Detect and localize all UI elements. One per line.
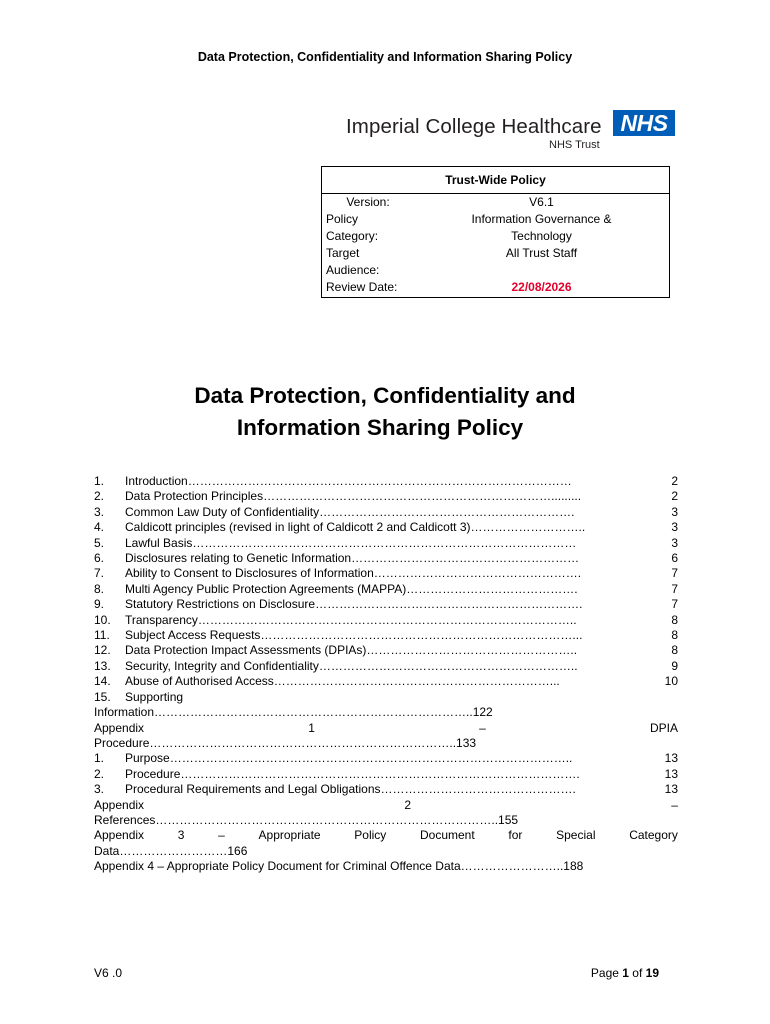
toc-item-page: 6	[671, 551, 678, 566]
toc-item-text: Data Protection Impact Assessments (DPIAs)……………………………………………..	[125, 643, 578, 658]
toc-item-text: Transparency…………………………………………………………………………………..	[125, 612, 577, 627]
toc-item-text: Procedure……………………………………………………………………………………….	[125, 766, 580, 781]
toc-item-page: 8	[671, 628, 678, 643]
title-line-1: Data Protection, Confidentiality and	[194, 383, 576, 408]
toc-appendix-3-word: Appendix	[94, 828, 145, 843]
toc-item-cont[interactable]: Information……………………………………………………………………..122	[94, 705, 493, 720]
review-date-label: Review Date:	[322, 279, 415, 298]
policy-info-table	[321, 166, 670, 298]
toc-item[interactable]	[94, 597, 678, 612]
toc-item-page: 8	[671, 643, 678, 658]
toc-item-num: 14.	[94, 674, 111, 689]
toc-item[interactable]	[94, 536, 678, 551]
toc-item[interactable]	[94, 566, 678, 581]
toc-appendix-1[interactable]: Appendix 1 – DPIA	[94, 720, 678, 735]
title-line-2: Information Sharing Policy	[236, 415, 524, 440]
toc-item[interactable]	[94, 674, 678, 689]
review-date-value: 22/08/2026	[414, 279, 670, 298]
audience-value: All Trust Staff	[414, 245, 670, 279]
toc-item-num: 5.	[94, 535, 105, 550]
running-header: Data Protection, Confidentiality and Information Sharing Policy	[197, 50, 573, 64]
category-label: Policy Category:	[322, 211, 415, 245]
toc-item[interactable]	[94, 520, 678, 535]
toc-item-page: 3	[671, 520, 678, 535]
toc-appendix-3-cont[interactable]: Data………………………166	[94, 843, 248, 858]
footer-version: V6 .0	[94, 966, 123, 980]
toc-appendix-4[interactable]: Appendix 4 – Appropriate Policy Document for Criminal Offence Data……………………..188	[94, 859, 584, 874]
toc-item-num: 3.	[94, 782, 105, 797]
toc-item-page: 2	[671, 489, 678, 504]
toc-item-text: Common Law Duty of Confidentiality……………………………………………………….	[125, 504, 575, 519]
toc-item-text: Disclosures relating to Genetic Information…………………………………………………	[125, 551, 580, 566]
toc-appendix-3-word: 3	[177, 828, 185, 843]
toc-appendix-2-cont[interactable]: References…………………………………………………………………………..155	[94, 812, 519, 827]
toc-item[interactable]	[94, 782, 678, 797]
toc-appendix-1-cont[interactable]: Procedure…………………………………………………………………..133	[94, 735, 477, 750]
toc-item-page: 8	[671, 612, 678, 627]
logo-subtitle: NHS Trust	[549, 139, 600, 151]
toc-item-page: 3	[671, 535, 678, 550]
toc-item-page: 13	[664, 782, 678, 797]
toc-item-text: Subject Access Requests……………………………………………………………………...	[125, 628, 583, 643]
version-label: Version:	[322, 194, 415, 212]
toc-item-page: 7	[671, 597, 678, 612]
nhs-badge: NHS	[613, 110, 675, 136]
toc-item-num: 9.	[94, 597, 105, 612]
toc-item-text: Abuse of Authorised Access……………………………………………………………...	[125, 674, 560, 689]
toc-item-num: 12.	[94, 643, 111, 658]
toc-item-page: 3	[671, 504, 678, 519]
toc-item-text: Caldicott principles (revised in light of Caldicott 2 and Caldicott 3)………………………..	[125, 520, 586, 535]
toc-item[interactable]	[94, 643, 678, 658]
toc-item-text: Introduction……………………………………………………………………………………	[125, 474, 572, 488]
toc-appendix-3-word: –	[218, 828, 225, 843]
toc-item-text: Purpose………………………………………………………………………………………..	[125, 751, 573, 766]
version-value: V6.1	[414, 194, 670, 212]
logo-org-name: Imperial College Healthcare	[346, 115, 602, 138]
toc-item[interactable]	[94, 767, 678, 782]
toc-item-text: Security, Integrity and Confidentiality………………………………………………………..	[125, 658, 578, 673]
policy-table-heading: Trust-Wide Policy	[322, 167, 670, 194]
toc-item[interactable]	[94, 751, 678, 766]
toc-item-num: 1.	[94, 751, 105, 766]
toc-appendix-3-word: Policy	[354, 828, 387, 843]
toc-item[interactable]	[94, 551, 678, 566]
table-of-contents	[94, 474, 678, 875]
toc-item[interactable]: 15. Supporting	[94, 689, 184, 704]
toc-item-num: 11.	[94, 628, 110, 643]
toc-item-num: 13.	[94, 658, 111, 673]
toc-item[interactable]	[94, 474, 678, 489]
toc-item-text: Multi Agency Public Protection Agreements (MAPPA)…………………………………….	[125, 581, 578, 596]
toc-item-num: 6.	[94, 551, 105, 566]
toc-item[interactable]	[94, 505, 678, 520]
toc-item-num: 8.	[94, 581, 105, 596]
toc-item-text: Procedural Requirements and Legal Obligations………………………………………….	[125, 782, 576, 797]
toc-item-num: 3.	[94, 504, 105, 519]
toc-appendix-3[interactable]	[94, 828, 678, 843]
toc-item[interactable]	[94, 659, 678, 674]
toc-item-num: 2.	[94, 489, 105, 504]
toc-item-num: 7.	[94, 566, 105, 581]
audience-label: Target Audience:	[322, 245, 415, 279]
toc-item[interactable]	[94, 628, 678, 643]
toc-item-page: 10	[664, 674, 678, 689]
toc-item-num: 10.	[94, 612, 111, 627]
toc-item-num: 4.	[94, 520, 105, 535]
toc-item-page: 7	[671, 581, 678, 596]
toc-appendix-2[interactable]: Appendix 2 –	[94, 797, 678, 812]
toc-item-page: 13	[664, 751, 678, 766]
toc-item[interactable]	[94, 582, 678, 597]
toc-appendix-3-word: Appropriate	[258, 828, 321, 843]
toc-item-text: Data Protection Principles……………………………………………………………….........	[125, 489, 582, 504]
category-value: Information Governance & Technology	[414, 211, 670, 245]
footer-page-number: Page 1 of 19	[590, 966, 659, 980]
toc-appendix-3-word: for	[508, 828, 523, 843]
toc-item-num: 2.	[94, 766, 105, 781]
toc-appendix-3-word: Document	[420, 828, 475, 843]
toc-item-num: 1.	[94, 474, 105, 488]
toc-item[interactable]	[94, 489, 678, 504]
toc-item-page: 7	[671, 566, 678, 581]
toc-item-page: 9	[671, 658, 678, 673]
toc-item-text: Ability to Consent to Disclosures of Information…………………………………………….	[125, 566, 582, 581]
toc-item-text: Statutory Restrictions on Disclosure………………………………………………………….	[125, 597, 583, 612]
toc-item-page: 13	[664, 766, 678, 781]
toc-item-text: Lawful Basis……………………………………………………………………………………	[125, 535, 577, 550]
toc-appendix-3-word: Category	[629, 828, 678, 843]
document-title	[0, 380, 770, 444]
toc-appendix-3-word: Special	[556, 828, 596, 843]
toc-item-page: 2	[671, 474, 678, 488]
toc-item[interactable]	[94, 613, 678, 628]
